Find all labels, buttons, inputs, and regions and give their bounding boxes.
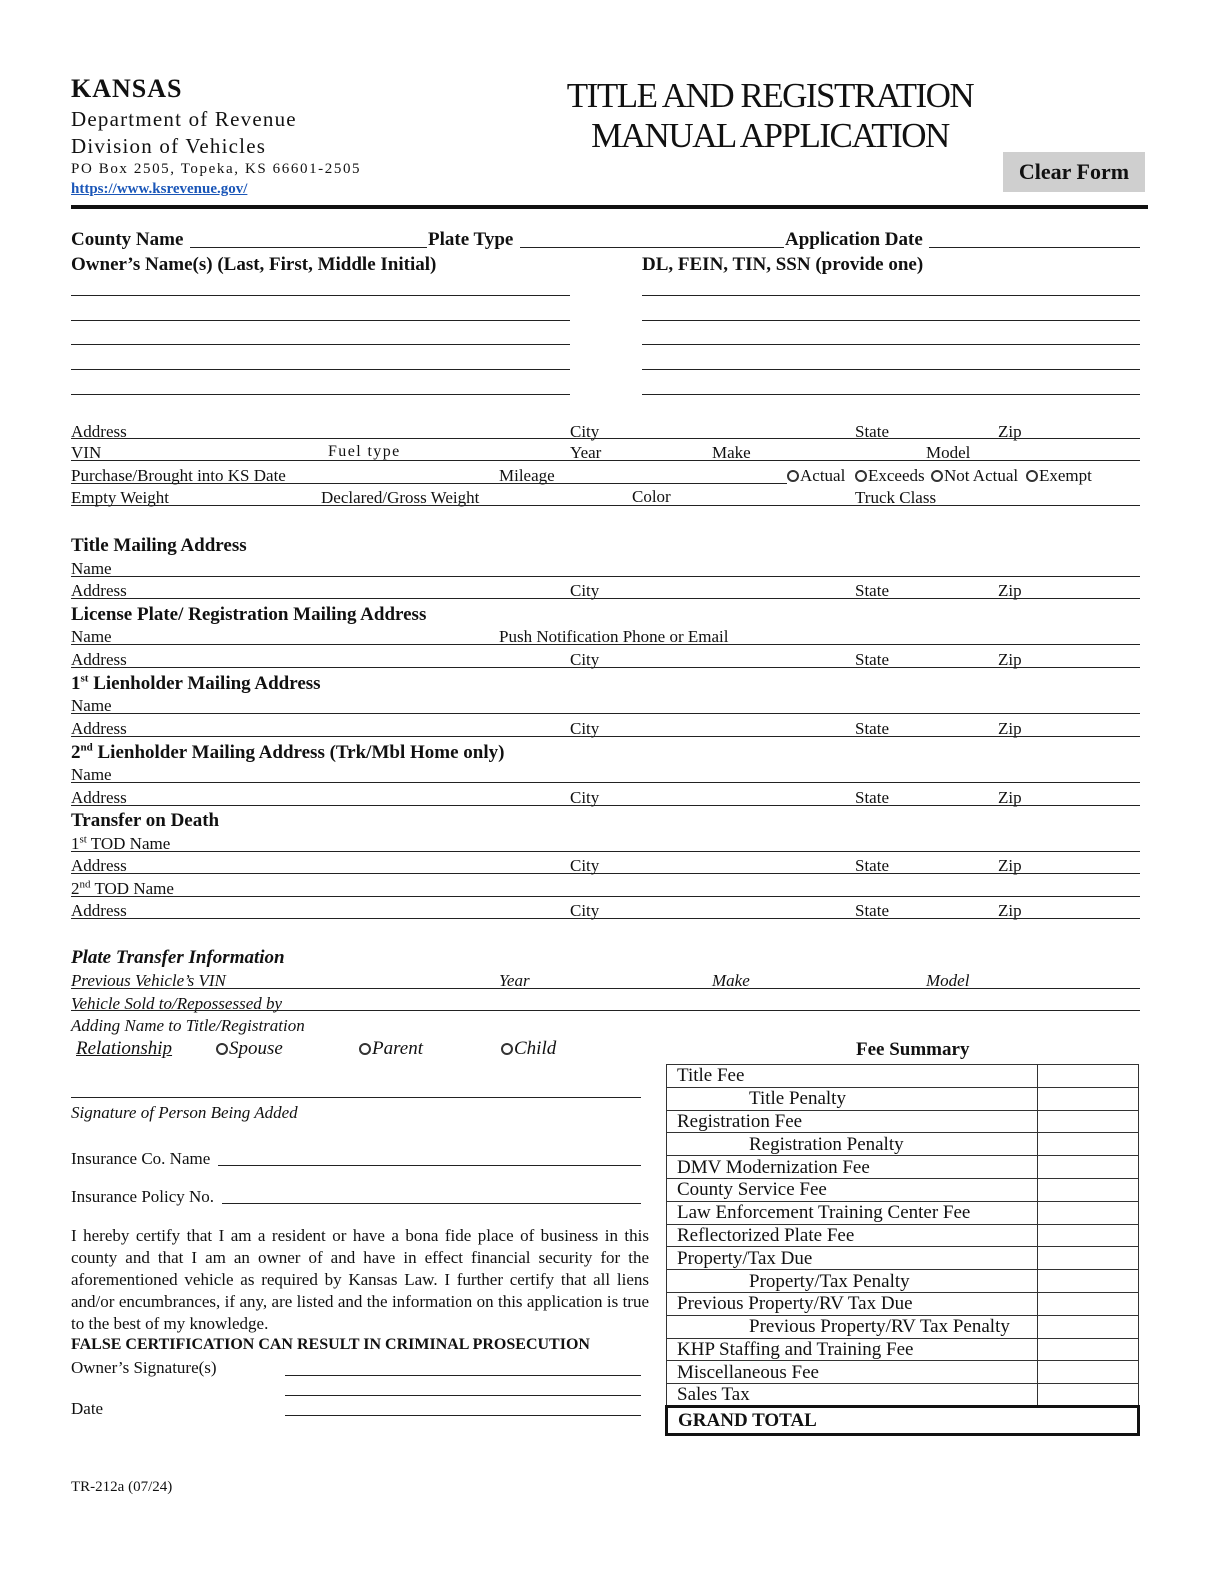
prev-vin-label: Previous Vehicle’s VIN [71, 971, 226, 990]
owner-name-line-2[interactable] [71, 320, 570, 321]
owner-id-line-1[interactable] [642, 295, 1140, 296]
form-number: TR-212a (07/24) [71, 1479, 173, 1495]
push-notification-label: Push Notification Phone or Email [499, 627, 729, 646]
relationship-option-child[interactable]: Child [501, 1039, 556, 1058]
owner-state-label: State [855, 422, 889, 441]
tod-heading: Transfer on Death [71, 810, 220, 831]
form-title-line1: TITLE AND REGISTRATION [566, 76, 974, 115]
fee-row-county-service: County Service Fee [667, 1178, 1139, 1201]
prev-make-label: Make [712, 971, 750, 990]
lien2-city-label: City [570, 788, 600, 807]
lien2-name-label: Name [71, 765, 112, 784]
fee-amount-cell[interactable] [1038, 1065, 1139, 1088]
model-label: Model [926, 443, 971, 462]
relationship-label: Relationship [76, 1038, 173, 1059]
title-mailing-city-label: City [570, 581, 600, 600]
website-link[interactable]: https://www.ksrevenue.gov/ [71, 181, 248, 197]
lien1-heading: 1st Lienholder Mailing Address [71, 672, 321, 694]
tod2-name-label: 2nd TOD Name [71, 878, 174, 898]
title-mailing-zip-label: Zip [998, 581, 1022, 600]
owner-name-line-5[interactable] [71, 394, 570, 395]
mileage-option-actual[interactable]: Actual [787, 467, 845, 484]
fee-row-title-fee: Title Fee [667, 1065, 1139, 1088]
radio-icon [216, 1043, 228, 1055]
owner-name-line-1[interactable] [71, 295, 570, 296]
insurance-co-label: Insurance Co. Name [71, 1149, 211, 1168]
plate-type-field[interactable] [520, 247, 784, 248]
fee-row-prev-property-tax-penalty: Previous Property/RV Tax Penalty [667, 1315, 1139, 1338]
tod2-address-field[interactable] [71, 918, 1140, 919]
lien2-state-label: State [855, 788, 889, 807]
radio-icon [1026, 470, 1038, 482]
fee-row-registration-fee: Registration Fee [667, 1110, 1139, 1133]
fuel-type-label: Fuel type [328, 443, 401, 460]
lien1-address-label: Address [71, 719, 127, 738]
title-mailing-address-field[interactable] [71, 598, 1140, 599]
purchase-mileage-field[interactable] [71, 483, 787, 484]
insurance-co-field[interactable] [218, 1165, 641, 1166]
radio-icon [359, 1043, 371, 1055]
lien2-zip-label: Zip [998, 788, 1022, 807]
fee-amount-cell[interactable] [1038, 1087, 1139, 1110]
certification-text: I hereby certify that I am a resident or have a bona fide place of business in this county and that I am an owner of and have in effect financial security for the aforementioned vehicle as required by Kansas Law. I further certify that all liens and/or encumbrances, if any, are listed and the information on this application is true to the best of my knowledge. [71, 1226, 649, 1333]
lien2-address-field[interactable] [71, 805, 1140, 806]
make-label: Make [712, 443, 751, 462]
lien1-city-label: City [570, 719, 600, 738]
fee-amount-cell[interactable] [1038, 1201, 1139, 1224]
fee-row-property-tax-due: Property/Tax Due [667, 1247, 1139, 1270]
fee-amount-cell[interactable] [1038, 1156, 1139, 1179]
fee-amount-cell[interactable] [1038, 1224, 1139, 1247]
fee-summary-table [665, 1064, 1140, 1436]
lien1-name-field[interactable] [71, 713, 1140, 714]
owners-name-label: Owner’s Name(s) (Last, First, Middle Initial) [71, 254, 437, 275]
title-mailing-state-label: State [855, 581, 889, 600]
fee-summary-heading: Fee Summary [856, 1039, 970, 1060]
purchase-date-label: Purchase/Brought into KS Date [71, 466, 286, 485]
fee-row-khp-staffing: KHP Staffing and Training Fee [667, 1338, 1139, 1361]
vin-label: VIN [71, 443, 102, 462]
fee-amount-cell[interactable] [1038, 1270, 1139, 1293]
header-divider [71, 205, 1148, 209]
plate-mailing-state-label: State [855, 650, 889, 669]
fee-row-sales-tax: Sales Tax [667, 1384, 1139, 1407]
grand-total-amount-cell[interactable] [1038, 1406, 1139, 1434]
sold-to-label: Vehicle Sold to/Repossessed by [71, 994, 283, 1013]
owner-address-label: Address [71, 422, 127, 441]
mileage-option-not-actual[interactable]: Not Actual [931, 467, 1018, 484]
plate-mailing-name-label: Name [71, 627, 112, 646]
title-mailing-address-label: Address [71, 581, 127, 600]
tod2-city-label: City [570, 901, 600, 920]
fee-amount-cell[interactable] [1038, 1133, 1139, 1156]
truck-class-label: Truck Class [855, 488, 937, 507]
lien2-heading: 2nd Lienholder Mailing Address (Trk/Mbl Home only) [71, 741, 505, 763]
prev-model-label: Model [926, 971, 970, 990]
owner-id-line-3[interactable] [642, 344, 1140, 345]
lien1-zip-label: Zip [998, 719, 1022, 738]
fee-row-dmv-modernization: DMV Modernization Fee [667, 1156, 1139, 1179]
plate-mailing-address-field[interactable] [71, 667, 1140, 668]
fee-row-property-tax-penalty: Property/Tax Penalty [667, 1270, 1139, 1293]
tod2-name-field[interactable] [71, 896, 1140, 897]
radio-icon [787, 470, 799, 482]
fee-row-registration-penalty: Registration Penalty [667, 1133, 1139, 1156]
plate-mailing-name-field[interactable] [71, 644, 1140, 645]
title-mailing-heading: Title Mailing Address [71, 535, 247, 556]
dl-fein-label: DL, FEIN, TIN, SSN (provide one) [642, 254, 924, 275]
fee-row-law-enforcement: Law Enforcement Training Center Fee [667, 1201, 1139, 1224]
owner-signature-field-2[interactable] [285, 1395, 641, 1396]
owner-name-line-3[interactable] [71, 344, 570, 345]
radio-icon [855, 470, 867, 482]
fee-amount-cell[interactable] [1038, 1315, 1139, 1338]
tod1-zip-label: Zip [998, 856, 1022, 875]
date-label: Date [71, 1399, 104, 1418]
plate-mailing-heading: License Plate/ Registration Mailing Address [71, 604, 427, 625]
po-box-address: PO Box 2505, Topeka, KS 66601-2505 [71, 161, 362, 177]
lien2-name-field[interactable] [71, 782, 1140, 783]
plate-type-label: Plate Type [428, 229, 514, 250]
relationship-option-spouse[interactable]: Spouse [216, 1039, 283, 1058]
tod2-zip-label: Zip [998, 901, 1022, 920]
lien2-address-label: Address [71, 788, 127, 807]
fee-row-title-penalty: Title Penalty [667, 1087, 1139, 1110]
owner-city-label: City [570, 422, 600, 441]
application-date-label: Application Date [785, 229, 923, 250]
owner-id-line-4[interactable] [642, 369, 1140, 370]
form-title-line2: MANUAL APPLICATION [591, 116, 949, 155]
fee-amount-cell[interactable] [1038, 1361, 1139, 1384]
owner-signature-field-1[interactable] [285, 1375, 641, 1376]
radio-icon [931, 470, 943, 482]
lien1-address-field[interactable] [71, 736, 1140, 737]
vin-field[interactable] [71, 460, 1140, 461]
county-name-field[interactable] [190, 247, 427, 248]
insurance-policy-label: Insurance Policy No. [71, 1187, 215, 1206]
fee-row-grand-total: GRAND TOTAL [667, 1406, 1139, 1434]
sold-to-field[interactable] [71, 1010, 1140, 1011]
tod1-address-field[interactable] [71, 873, 1140, 874]
fee-amount-cell[interactable] [1038, 1292, 1139, 1315]
owner-zip-label: Zip [998, 422, 1022, 441]
lien1-state-label: State [855, 719, 889, 738]
fee-amount-cell[interactable] [1038, 1178, 1139, 1201]
tod1-state-label: State [855, 856, 889, 875]
tod1-name-label: 1st TOD Name [71, 833, 171, 853]
fee-amount-cell[interactable] [1038, 1247, 1139, 1270]
owner-id-line-5[interactable] [642, 394, 1140, 395]
radio-icon [501, 1043, 513, 1055]
color-label: Color [632, 487, 671, 506]
owner-address-field[interactable] [71, 438, 1140, 439]
weight-field[interactable] [71, 505, 1140, 506]
fee-row-reflectorized-plate: Reflectorized Plate Fee [667, 1224, 1139, 1247]
owner-signature-label: Owner’s Signature(s) [71, 1358, 217, 1377]
mileage-option-exempt[interactable]: Exempt [1026, 467, 1092, 484]
fee-row-prev-property-tax-due: Previous Property/RV Tax Due [667, 1292, 1139, 1315]
gross-weight-label: Declared/Gross Weight [321, 488, 480, 507]
division-name: Division of Vehicles [71, 134, 267, 158]
empty-weight-label: Empty Weight [71, 488, 169, 507]
adding-name-label: Adding Name to Title/Registration [71, 1016, 305, 1035]
county-name-label: County Name [71, 229, 184, 250]
title-mailing-name-field[interactable] [71, 576, 1140, 577]
tod2-address-label: Address [71, 901, 127, 920]
relationship-option-parent[interactable]: Parent [359, 1039, 423, 1058]
owner-id-line-2[interactable] [642, 320, 1140, 321]
state-name: KANSAS [71, 74, 183, 103]
plate-mailing-zip-label: Zip [998, 650, 1022, 669]
owner-name-line-4[interactable] [71, 369, 570, 370]
tod2-state-label: State [855, 901, 889, 920]
fee-amount-cell[interactable] [1038, 1384, 1139, 1407]
prev-year-label: Year [499, 971, 530, 990]
title-mailing-name-label: Name [71, 559, 112, 578]
fee-amount-cell[interactable] [1038, 1110, 1139, 1133]
false-certification-warning: FALSE CERTIFICATION CAN RESULT IN CRIMINAL PROSECUTION [71, 1336, 590, 1353]
application-date-field[interactable] [929, 247, 1140, 248]
insurance-policy-field[interactable] [222, 1203, 641, 1204]
tod1-address-label: Address [71, 856, 127, 875]
year-label: Year [570, 443, 602, 462]
mileage-label: Mileage [499, 466, 555, 485]
plate-transfer-heading: Plate Transfer Information [71, 947, 285, 968]
clear-form-button[interactable]: Clear Form [1003, 152, 1145, 192]
fee-amount-cell[interactable] [1038, 1338, 1139, 1361]
plate-mailing-city-label: City [570, 650, 600, 669]
mileage-option-exceeds[interactable]: Exceeds [855, 467, 925, 484]
tod1-name-field[interactable] [71, 851, 1140, 852]
department-name: Department of Revenue [71, 107, 297, 131]
fee-row-miscellaneous: Miscellaneous Fee [667, 1361, 1139, 1384]
signature-added-field[interactable] [71, 1097, 641, 1098]
prev-vin-field[interactable] [71, 988, 1140, 989]
date-field[interactable] [285, 1415, 641, 1416]
signature-added-label: Signature of Person Being Added [71, 1103, 298, 1122]
lien1-name-label: Name [71, 696, 112, 715]
tod1-city-label: City [570, 856, 600, 875]
plate-mailing-address-label: Address [71, 650, 127, 669]
